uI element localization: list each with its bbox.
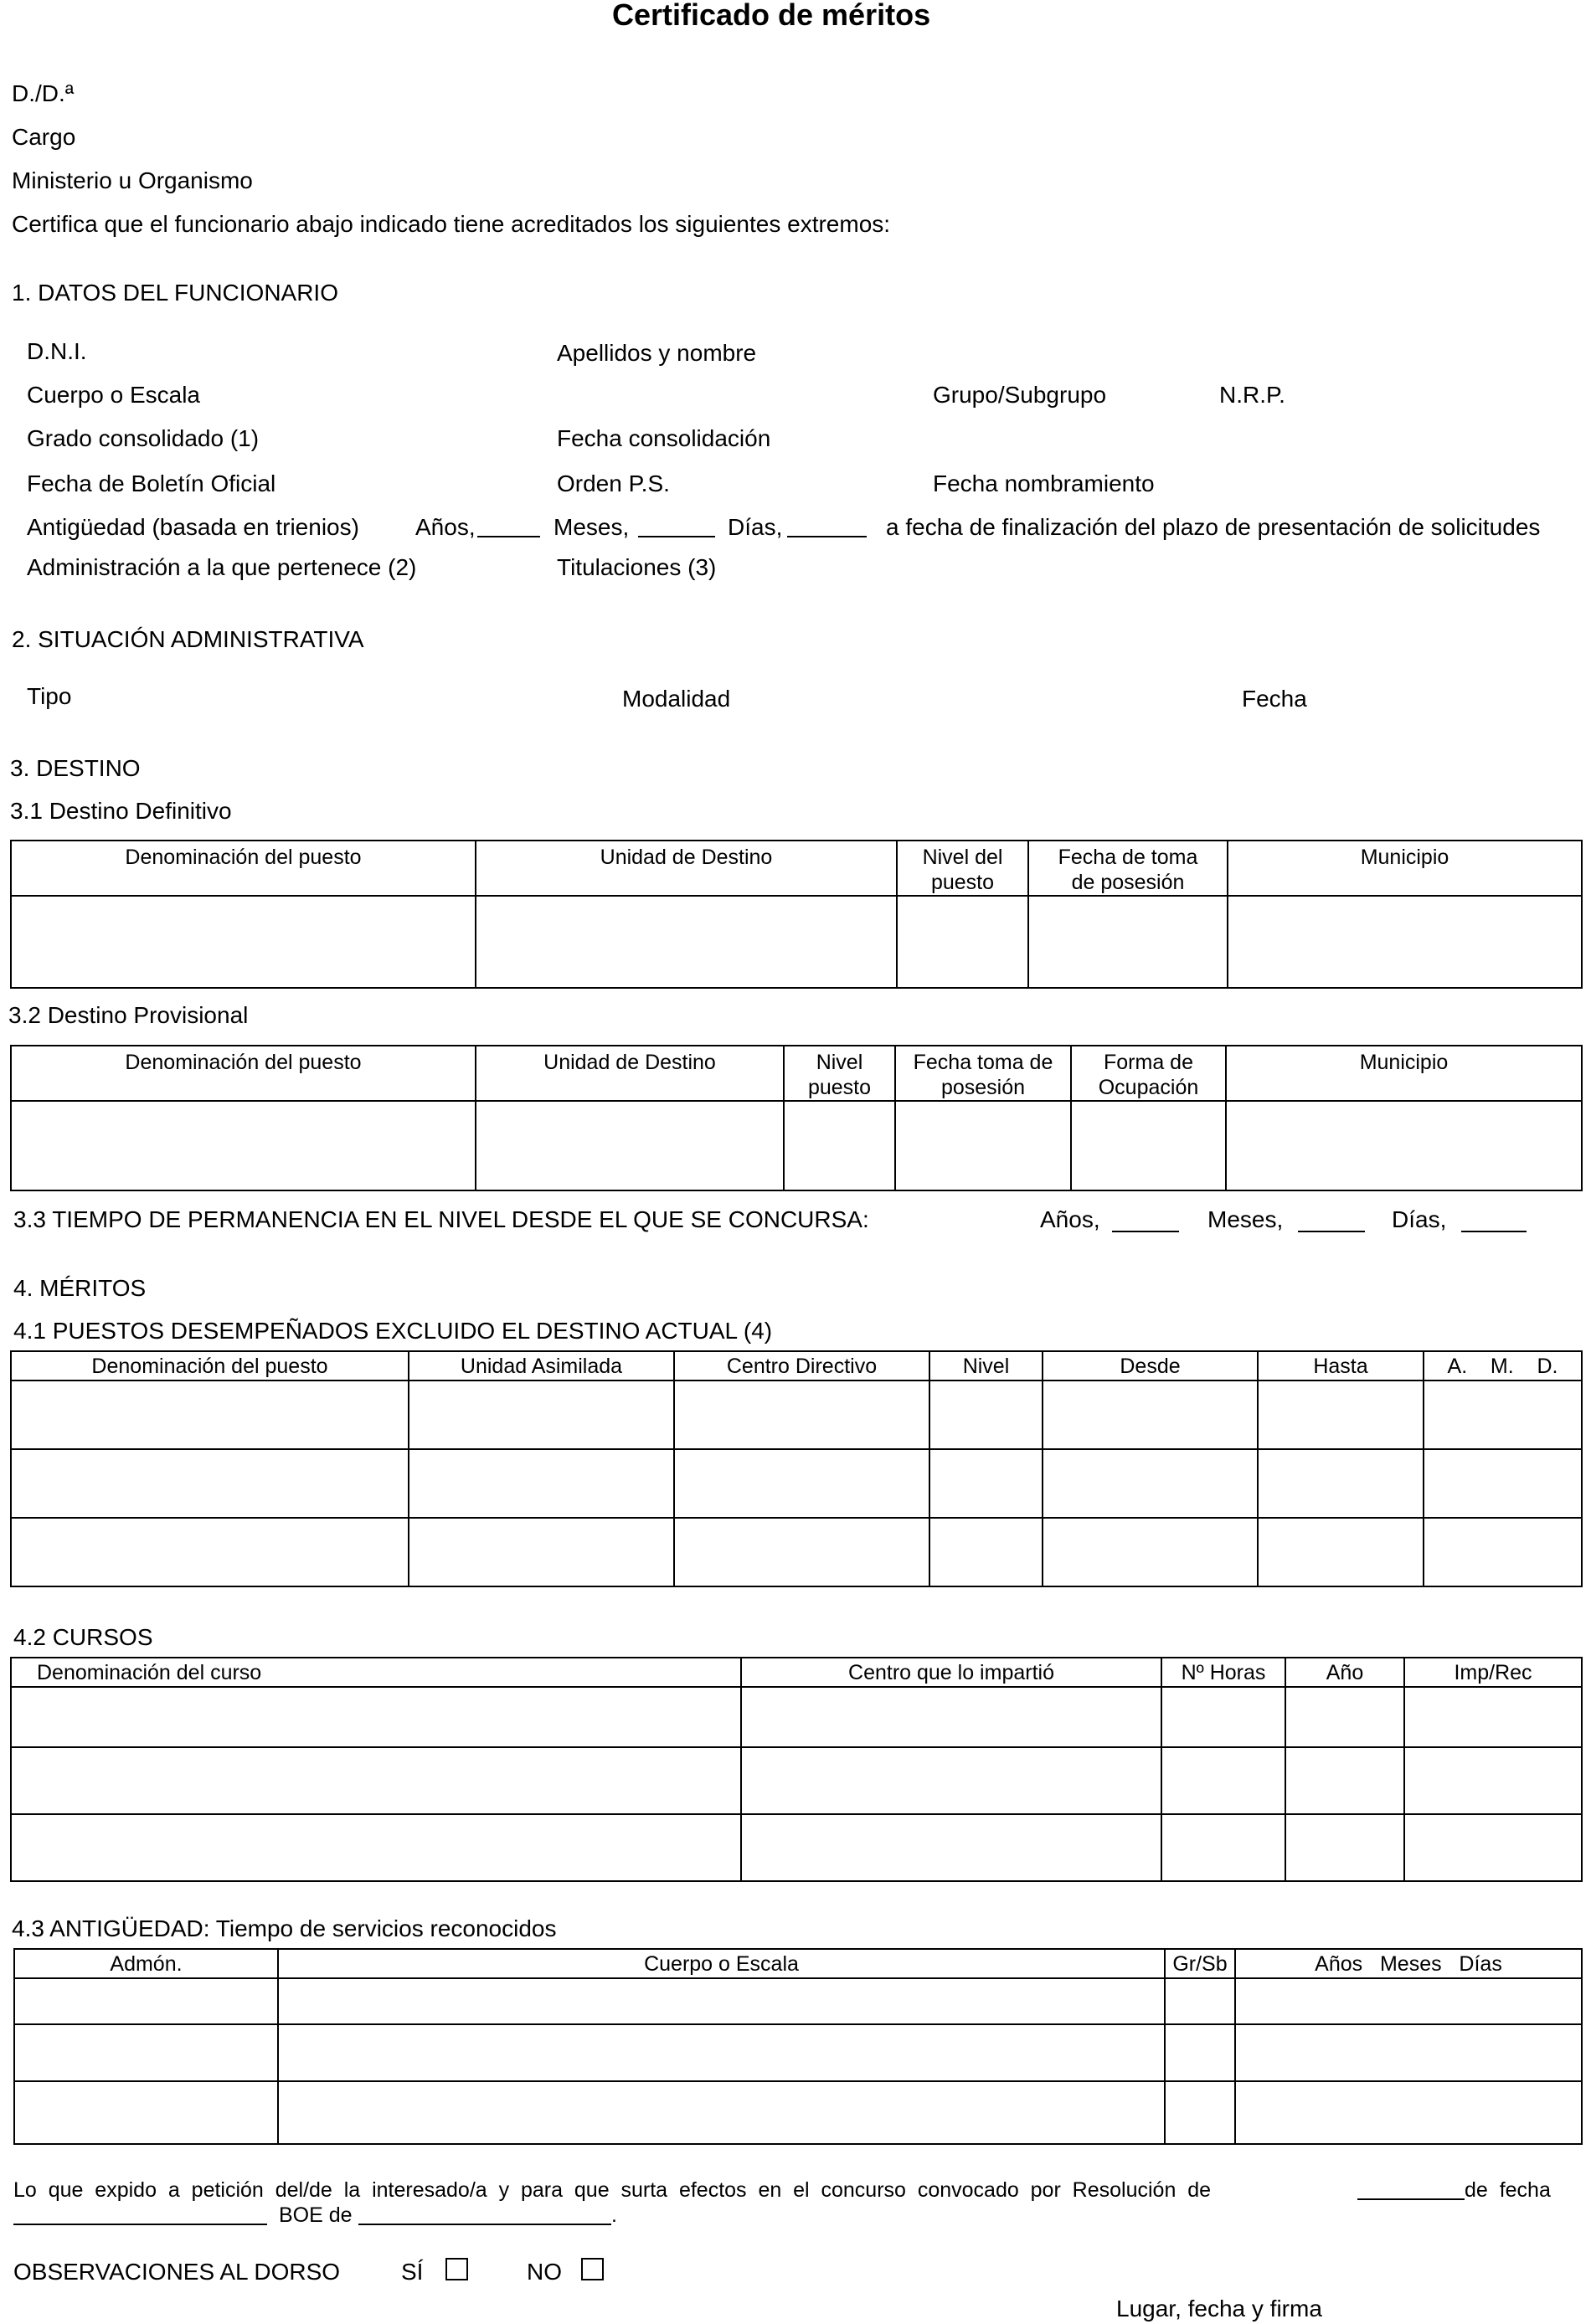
table-cell[interactable] [11,1747,741,1814]
table-cell[interactable] [476,1101,784,1190]
column-header: Unidad de Destino [476,841,897,896]
table-cell[interactable] [1043,1449,1258,1518]
dias-blank[interactable] [787,536,867,537]
certifica-text: Certifica que el funcionario abajo indicado tiene acreditados los siguientes extremos: [12,211,891,237]
no-label: NO [527,2259,562,2285]
table-row [11,896,1582,988]
column-header: Centro que lo impartió [741,1658,1161,1687]
table-row [11,1449,1582,1518]
expido-text: Lo que expido a petición del/de la interesado/a y para que surta efectos en el concurso convocado por Resolución de [13,2178,1212,2202]
table-cell[interactable] [1161,1747,1285,1814]
table-cell[interactable] [1235,1978,1582,2024]
table-row [11,1747,1582,1814]
page-title: Certificado de méritos [612,0,931,32]
table-row [14,2081,1582,2144]
permanencia-anos-blank[interactable] [1112,1231,1179,1232]
table-cell[interactable] [674,1449,929,1518]
table-cell[interactable] [11,1518,409,1586]
table-cell[interactable] [1228,896,1582,988]
table-cell[interactable] [1028,896,1228,988]
apellidos-label: Apellidos y nombre [557,340,757,366]
column-header: A. M. D. [1424,1351,1582,1381]
tipo-label: Tipo [27,683,72,709]
section-3-heading: 3. DESTINO [10,755,141,781]
table-cell[interactable] [1404,1687,1582,1747]
meses-label: Meses, [554,514,630,540]
table-cell[interactable] [1071,1101,1226,1190]
table-cell[interactable] [1258,1381,1424,1449]
destino-definitivo-table [10,840,1583,989]
no-checkbox[interactable] [581,2258,604,2280]
table-cell[interactable] [278,2081,1165,2144]
d-da-label: D./D.ª [12,80,75,106]
antiguedad-heading: 4.3 ANTIGÜEDAD: Tiempo de servicios reconocidos [12,1915,557,1941]
table-cell[interactable] [409,1449,674,1518]
table-cell[interactable] [14,2081,278,2144]
table-cell[interactable] [1258,1518,1424,1586]
table-cell[interactable] [741,1747,1161,1814]
table-header-row [14,1949,1582,1978]
ministerio-label: Ministerio u Organismo [12,167,253,193]
table-row [11,1814,1582,1881]
table-cell[interactable] [11,896,476,988]
column-header: Unidad de Destino [476,1046,784,1101]
table-row [14,2024,1582,2081]
a-fecha-text: a fecha de finalización del plazo de presentación de solicitudes [886,514,1541,540]
modalidad-label: Modalidad [622,686,731,712]
cursos-heading: 4.2 CURSOS [13,1624,153,1650]
grupo-label: Grupo/Subgrupo [933,382,1107,408]
table-cell[interactable] [11,1449,409,1518]
table-cell[interactable] [11,1814,741,1881]
observaciones-label: OBSERVACIONES AL DORSO [13,2259,341,2285]
table-cell[interactable] [1404,1814,1582,1881]
column-header: Municipio [1226,1046,1582,1101]
cuerpo-label: Cuerpo o Escala [27,382,201,408]
column-header: Imp/Rec [1404,1658,1582,1687]
column-header: Años Meses Días [1235,1949,1582,1978]
puestos-table [10,1350,1583,1587]
orden-label: Orden P.S. [557,470,670,496]
table-cell[interactable] [1043,1518,1258,1586]
column-header: Fecha toma de posesión [895,1046,1071,1101]
column-header: Nº Horas [1161,1658,1285,1687]
column-header: Denominación del puesto [11,1351,409,1381]
table-cell[interactable] [11,1381,409,1449]
table-cell[interactable] [1235,2081,1582,2144]
table-cell[interactable] [1226,1101,1582,1190]
column-header: Nivel puesto [784,1046,895,1101]
permanencia-meses-label: Meses, [1207,1206,1284,1232]
antiguedad-table [13,1948,1583,2145]
table-cell[interactable] [674,1381,929,1449]
column-header: Unidad Asimilada [409,1351,674,1381]
table-cell[interactable] [1424,1381,1582,1449]
column-header: Fecha de toma de posesión [1028,841,1228,896]
column-header: Gr/Sb [1165,1949,1235,1978]
table-cell[interactable] [929,1381,1043,1449]
fecha-nombramiento-label: Fecha nombramiento [933,470,1155,496]
column-header: Denominación del curso [11,1658,741,1687]
column-header: Centro Directivo [674,1351,929,1381]
table-cell[interactable] [929,1449,1043,1518]
table-cell[interactable] [14,2024,278,2081]
table-cell[interactable] [1424,1449,1582,1518]
resolucion-blank[interactable] [1357,2198,1465,2200]
table-cell[interactable] [895,1101,1071,1190]
table-row [11,1101,1582,1190]
fecha-consolidacion-label: Fecha consolidación [557,425,771,451]
boe-period: . [611,2203,617,2227]
lugar-fecha-firma-label: Lugar, fecha y firma [1116,2296,1322,2321]
column-header: Cuerpo o Escala [278,1949,1165,1978]
table-cell[interactable] [1161,1814,1285,1881]
destino-provisional-table [10,1045,1583,1191]
column-header: Municipio [1228,841,1582,896]
column-header: Nivel [929,1351,1043,1381]
table-cell[interactable] [278,1978,1165,2024]
table-cell[interactable] [1165,1978,1235,2024]
table-cell[interactable] [741,1687,1161,1747]
destino-definitivo-heading: 3.1 Destino Definitivo [10,798,232,824]
administracion-label: Administración a la que pertenece (2) [27,554,417,580]
table-cell[interactable] [409,1518,674,1586]
anos-blank[interactable] [477,536,540,537]
permanencia-dias-blank[interactable] [1461,1231,1527,1232]
table-cell[interactable] [1285,1687,1404,1747]
permanencia-meses-blank[interactable] [1298,1231,1365,1232]
si-label: SÍ [401,2259,424,2285]
table-cell[interactable] [409,1381,674,1449]
nrp-label: N.R.P. [1219,382,1285,408]
table-header-row [11,1046,1582,1101]
fecha-blank[interactable] [13,2224,267,2225]
column-header: Desde [1043,1351,1258,1381]
cursos-table [10,1657,1583,1882]
dni-label: D.N.I. [27,338,87,364]
column-header: Denominación del puesto [11,841,476,896]
table-row [11,1518,1582,1586]
antiguedad-label: Antigüedad (basada en trienios) [27,514,359,540]
destino-provisional-heading: 3.2 Destino Provisional [8,1002,249,1028]
table-cell[interactable] [1285,1747,1404,1814]
table-cell[interactable] [1235,2024,1582,2081]
section-1-heading: 1. DATOS DEL FUNCIONARIO [12,280,338,306]
table-cell[interactable] [1043,1381,1258,1449]
table-header-row [11,1351,1582,1381]
fecha-boletin-label: Fecha de Boletín Oficial [27,470,276,496]
section-4-heading: 4. MÉRITOS [13,1275,147,1301]
meses-blank[interactable] [638,536,715,537]
section-2-heading: 2. SITUACIÓN ADMINISTRATIVA [12,626,364,652]
table-row [11,1381,1582,1449]
anos-label: Años, [415,514,476,540]
table-cell[interactable] [897,896,1028,988]
table-row [11,1687,1582,1747]
permanencia-anos-label: Años, [1040,1206,1100,1232]
table-header-row [11,841,1582,896]
column-header: Admón. [14,1949,278,1978]
table-cell[interactable] [1404,1747,1582,1814]
titulaciones-label: Titulaciones (3) [557,554,717,580]
table-cell[interactable] [741,1814,1161,1881]
table-row [14,1978,1582,2024]
column-header: Año [1285,1658,1404,1687]
table-cell[interactable] [14,1978,278,2024]
si-checkbox[interactable] [445,2258,468,2280]
table-cell[interactable] [784,1101,895,1190]
table-cell[interactable] [1424,1518,1582,1586]
table-cell[interactable] [11,1687,741,1747]
column-header: Nivel del puesto [897,841,1028,896]
table-cell[interactable] [674,1518,929,1586]
permanencia-heading: 3.3 TIEMPO DE PERMANENCIA EN EL NIVEL DESDE EL QUE SE CONCURSA: [13,1206,869,1232]
puestos-heading: 4.1 PUESTOS DESEMPEÑADOS EXCLUIDO EL DESTINO ACTUAL (4) [13,1318,773,1344]
table-cell[interactable] [1285,1814,1404,1881]
table-header-row [11,1658,1582,1687]
table-cell[interactable] [1165,2081,1235,2144]
column-header: Denominación del puesto [11,1046,476,1101]
de-fecha-text: de fecha [1465,2178,1551,2202]
table-cell[interactable] [476,896,897,988]
table-cell[interactable] [278,2024,1165,2081]
table-cell[interactable] [1165,2024,1235,2081]
boe-label: BOE de [279,2203,353,2227]
column-header: Forma de Ocupación [1071,1046,1226,1101]
table-cell[interactable] [1161,1687,1285,1747]
boe-blank[interactable] [358,2224,611,2225]
dias-label: Días, [728,514,783,540]
table-cell[interactable] [1258,1449,1424,1518]
column-header: Hasta [1258,1351,1424,1381]
fecha-label: Fecha [1242,686,1307,712]
cargo-label: Cargo [12,124,76,150]
permanencia-dias-label: Días, [1392,1206,1447,1232]
grado-label: Grado consolidado (1) [27,425,260,451]
table-cell[interactable] [11,1101,476,1190]
table-cell[interactable] [929,1518,1043,1586]
